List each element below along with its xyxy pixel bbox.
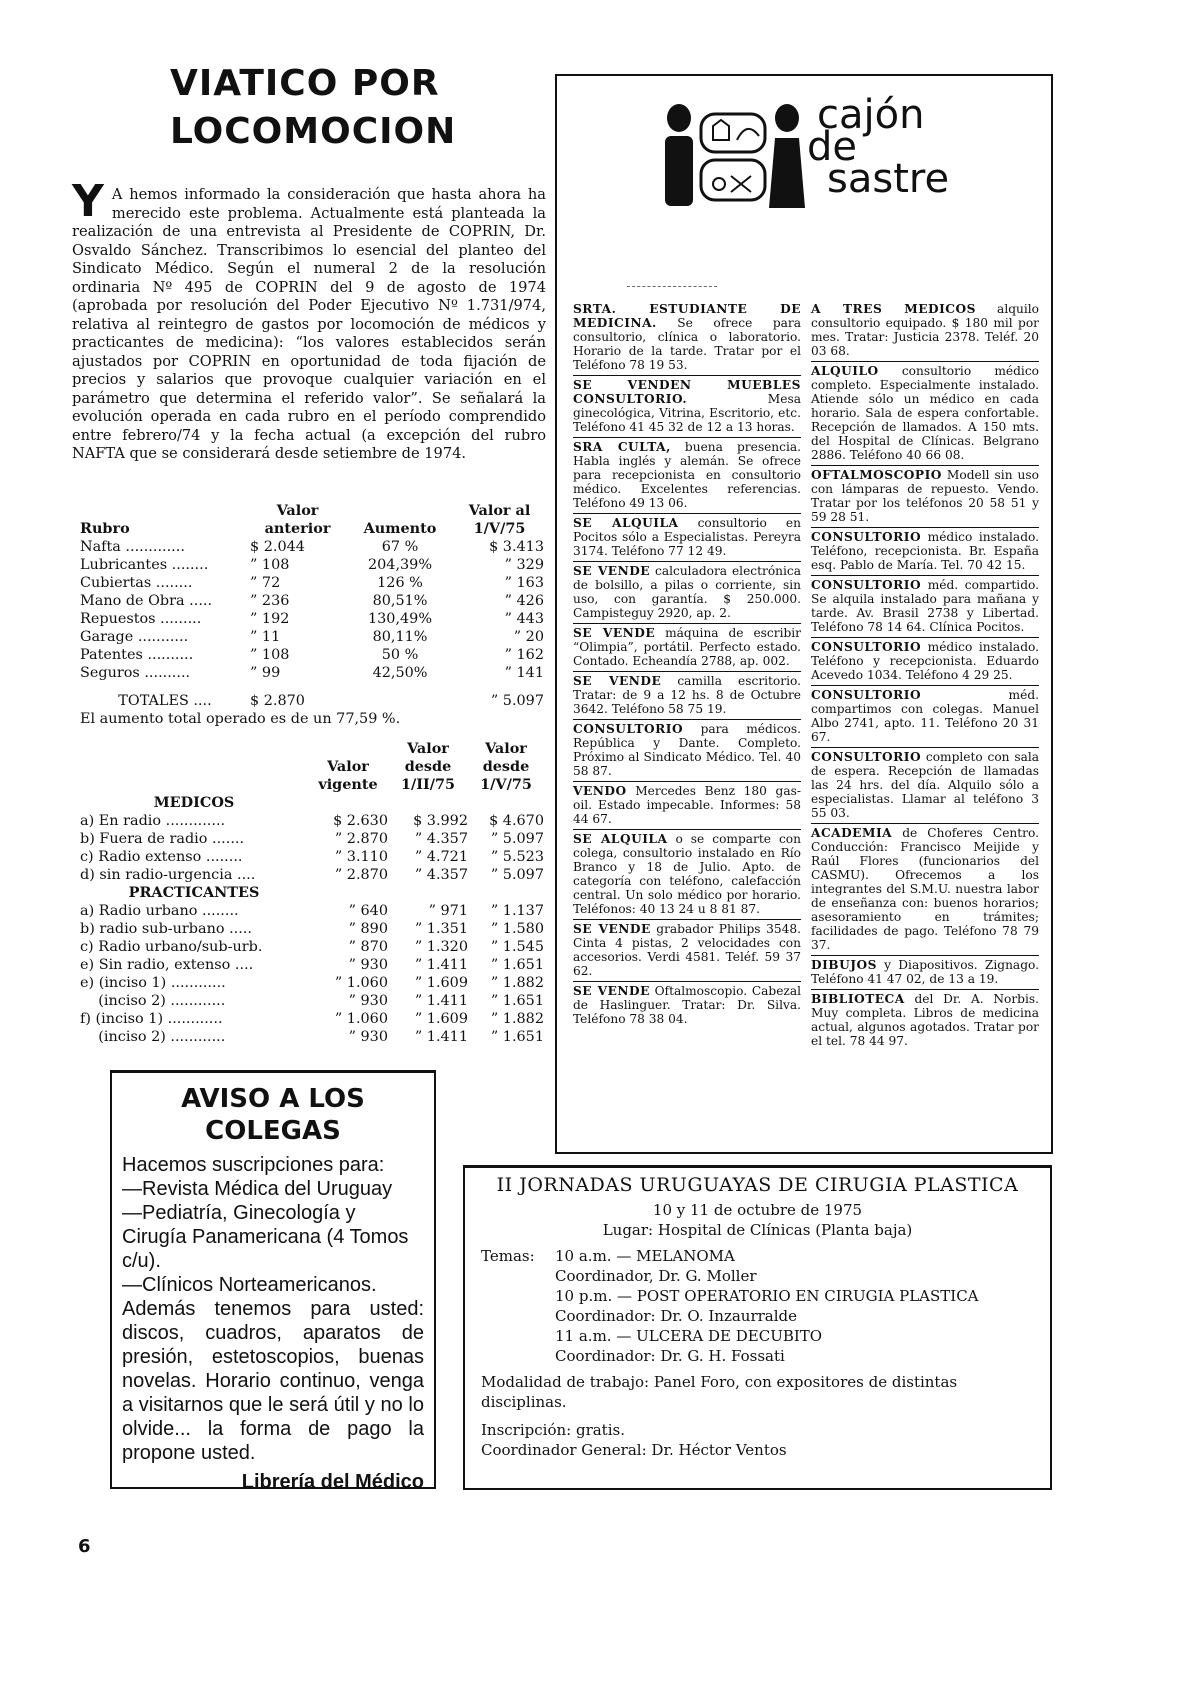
classified-ad [573,375,801,437]
item-cell: a) Radio urbano ........ [80,903,239,919]
table-row [80,920,544,938]
jornadas-temas-list [555,1246,979,1366]
item-cell: d) sin radio-urgencia .... [80,867,256,883]
vigente-cell: ” 930 [348,1029,388,1045]
nuevo-cell: ” 443 [504,611,544,627]
classified-ad [811,300,1039,361]
table-row [80,992,544,1010]
th-desde2-a: Valor [485,740,527,757]
classified-ad [573,781,801,829]
aviso-intro: Hacemos suscripciones para: [122,1154,385,1176]
item-cell: a) En radio ............. [80,813,226,829]
classified-ad [573,623,801,671]
cajon-de-sastre-box [555,74,1053,1154]
classified-ad [811,685,1039,747]
anterior-cell: ” 11 [250,629,281,645]
cajon-logo-illustration-icon [657,96,807,216]
classified-ad-text: Oftalmoscopio. Cabezal de Haslinguer. Tratar: Dr. Silva. Teléfono 78 38 04. [573,984,802,1026]
classified-ad-heading: CONSULTORIO [573,722,684,736]
classified-ad-heading: SE VENDE [573,674,662,688]
classified-ad-heading: SE ALQUILA [573,516,679,530]
table-row [80,1028,544,1046]
th-valoral: Valor al [468,502,531,519]
classified-ad-text: del Dr. A. Norbis. Muy completa. Libros de medicina actual, algunos agotados. Tratar por el tel. 78 44 97. [811,992,1039,1048]
jornadas-lugar: Lugar: Hospital de Clínicas (Planta baja) [602,1221,913,1239]
th-desde1-a: Valor [407,740,449,757]
desde1-cell: ” 1.411 [414,1029,468,1045]
th-fecha: 1/V/75 [473,520,526,537]
rubro-cell: Cubiertas ........ [80,575,193,591]
totales-label: TOTALES .... [118,693,212,709]
classified-ad [573,437,801,513]
desde1-cell: ” 1.411 [414,957,468,973]
vigente-cell: ” 890 [348,921,388,937]
desde2-cell: ” 1.882 [490,975,544,991]
item-cell: (inciso 2) ............ [80,1029,226,1045]
desde1-cell: ” 1.411 [414,993,468,1009]
item-cell: b) Fuera de radio ....... [80,831,245,847]
th-vigente-b: vigente [318,776,378,793]
desde2-cell: ” 5.097 [490,831,544,847]
anterior-cell: $ 2.044 [250,539,305,555]
table-row [80,812,544,830]
article-headline [170,60,470,156]
anterior-cell: ” 108 [250,557,290,573]
cajon-column-right [811,300,1039,1051]
th-aumento: Aumento [363,520,437,537]
classified-ad-heading: SE VENDEN MUEBLES CONSULTORIO. [573,378,801,406]
classified-ad-heading: SE VENDE [573,984,650,998]
table-row [80,628,544,646]
item-cell: c) Radio urbano/sub-urb. [80,939,263,955]
drop-cap: Y [72,176,104,227]
aviso-item: —Clínicos Norteamericanos. [122,1274,377,1296]
desde2-cell: ” 1.545 [490,939,544,955]
table-row [80,592,544,610]
aumento-cell: 130,49% [367,611,433,627]
aumento-cell: 42,50% [372,665,428,681]
classified-ad-heading: SRA CULTA, [573,440,671,454]
aumento-total: El aumento total operado es de un 77,59 %. [80,711,401,727]
classified-ad-heading: DIBUJOS [811,958,877,972]
classified-ad [573,919,801,981]
classified-ad-text: para médicos. República y Dante. Completo. Próximo al Sindicato Médico. Tel. 40 58 87. [573,722,801,778]
classified-ad [573,719,801,781]
classified-ad [573,671,801,719]
aumento-cell: 67 % [381,539,419,555]
vigente-cell: ” 640 [348,903,388,919]
article-text: A hemos informado la consideración que hasta ahora ha merecido este problema. Actualmente está planteada la realización de una entrevista al Presidente de COPRIN, Dr. Osvaldo Sánchez. Transcribimos lo esencial del planteo del Sindicato Médico. Según el numeral 2 de la resolución ordinaria Nº 495 de COPRIN del 9 de agosto de 1974 (aprobada por resolución del Poder Ejecutivo Nº 1.731/974, relativa al reintegro de gastos por locomoción de médicos y practicantes de medicina): “los valores establecidos serán ajustados por COPRIN en oportunidad de toda fijación de precios y salarios que provoque cualquier variación en el parámetro que determina el referido valor”. Se señalará la evolución operada en cada rubro en el período comprendido entre febrero/74 y la fecha actual (a excepción del rubro NAFTA que se considerará desde setiembre de 1974. [72,186,546,462]
classified-ad-heading: CONSULTORIO [811,640,922,654]
jornadas-box [463,1165,1052,1490]
desde2-cell: ” 1.882 [490,1011,544,1027]
desde2-cell: ” 5.097 [490,867,544,883]
classified-ad-heading: SRTA. ESTUDIANTE DE MEDICINA. [573,302,801,330]
jornadas-temas [481,1246,1050,1366]
jornadas-title: II JORNADAS URUGUAYAS DE CIRUGIA PLASTICA [496,1174,1019,1196]
classified-ad-text: méd. compartimos con colegas. Manuel Albo 2741, apto. 11. Teléfono 20 31 67. [811,688,1039,744]
table-row [80,1010,544,1028]
classified-ad-text: Mercedes Benz 180 gas-oil. Estado impecable. Informes: 58 44 67. [573,784,801,826]
table-row [80,902,544,920]
desde1-cell: ” 1.351 [414,921,468,937]
vigente-cell: ” 1.060 [334,1011,388,1027]
desde1-cell: $ 3.992 [413,813,468,829]
classified-ad [573,981,801,1029]
aviso-box [110,1070,436,1493]
aviso-signature: Librería del Médico [241,1471,424,1493]
classified-ad [811,989,1039,1051]
classified-ad [573,829,801,919]
classified-ad-heading: VENDO [573,784,627,798]
jornadas-modalidad: Modalidad de trabajo: Panel Foro, con expositores de distintas disciplinas. [481,1373,958,1411]
classified-ad-text: y Diapositivos. Zignago. Teléfono 41 47 02, de 13 a 19. [811,958,1039,986]
table-row [80,830,544,848]
anterior-cell: ” 99 [250,665,281,681]
tema-line: 11 a.m. — ULCERA DE DECUBITO [555,1327,823,1345]
table-row [80,866,544,884]
item-cell: b) radio sub-urbano ..... [80,921,252,937]
headline-line-2: LOCOMOCION [170,111,457,152]
rubro-table [80,502,544,728]
th-anterior: anterior [264,520,331,537]
anterior-cell: ” 192 [250,611,290,627]
tema-line: 10 p.m. — POST OPERATORIO EN CIRUGIA PLASTICA [555,1287,979,1305]
table-row [80,556,544,574]
desde2-cell: ” 1.651 [490,993,544,1009]
jornadas-fecha: 10 y 11 de octubre de 1975 [652,1201,863,1219]
cajon-logo [657,90,957,220]
aumento-cell: 50 % [381,647,419,663]
th-desde1-b: desde [404,758,452,775]
table-row [80,938,544,956]
classified-ad-heading: CONSULTORIO [811,578,922,592]
classified-ad [573,561,801,623]
aviso-title-line-1: AVISO A LOS [181,1084,365,1114]
headline-line-1: VIATICO POR [170,63,440,104]
classified-ad-text: alquilo consultorio equipado. $ 180 mil por mes. Tratar: Justicia 2378. Teléf. 20 03 68. [811,302,1039,358]
classified-ad [811,527,1039,575]
item-cell: e) Sin radio, extenso .... [80,957,254,973]
item-cell: f) (inciso 1) ............ [80,1011,223,1027]
totales-anterior: $ 2.870 [250,693,305,709]
aviso-title-line-2: COLEGAS [205,1116,341,1146]
classified-ad-text: buena presencia. Habla inglés y alemán. Se ofrece para recepcionista en consultorio médico. Excelentes referencias. Teléfono 49 13 06. [573,440,801,510]
aviso-item: —Pediatría, Ginecología y Cirugía Panamericana (4 Tomos c/u). [122,1202,409,1272]
classified-ad-text: máquina de escribir “Olimpia”, portátil. Perfecto estado. Contado. Echeandía 2788, ap. 002. [573,626,801,668]
rubro-cell: Garage ........... [80,629,189,645]
table-row [80,974,544,992]
table-row [80,956,544,974]
classified-ad-heading: OFTALMOSCOPIO [811,468,942,482]
aviso-title [112,1083,434,1147]
classified-ad-text: de Choferes Centro. Conducción: Francisco Meijide y Raúl Flores (funcionarios del CASMU). Ofrecemos a los integrantes del S.M.U. nuestra labor de enseñanza con: buenos horarios; asesoramiento en trámites; facilidades de pago. Teléfono 78 79 37. [811,826,1039,952]
desde2-cell: $ 4.670 [489,813,544,829]
vigente-cell: ” 930 [348,993,388,1009]
vigente-cell: ” 870 [348,939,388,955]
th-desde2-b: desde [482,758,530,775]
th-rubro: Rubro [80,520,130,537]
rubro-cell: Repuestos ......... [80,611,202,627]
desde2-cell: ” 1.651 [490,957,544,973]
classified-ad-heading: BIBLIOTECA [811,992,905,1006]
nuevo-cell: $ 3.413 [489,539,544,555]
classified-ad-text: consultorio en Pocitos sólo a Especialistas. Pereyra 3174. Teléfono 77 12 49. [573,516,801,558]
aviso-items [122,1177,424,1297]
item-cell: e) (inciso 1) ............ [80,975,226,991]
rubro-cell: Lubricantes ........ [80,557,209,573]
classified-ad-text: o se comparte con colega, consultorio instalado en Río Branco y 18 de Julio. Apto. de categoría con teléfono, calefacción central. Un solo médico por horario. Teléfonos: 40 13 24 u 8 81 87. [573,832,801,916]
page-number: 6 [78,1536,91,1557]
vigente-cell: ” 3.110 [334,849,388,865]
nuevo-cell: ” 329 [504,557,544,573]
vigente-cell: ” 930 [348,957,388,973]
section-practicantes: PRACTICANTES [128,884,260,901]
desde1-cell: ” 1.609 [414,975,468,991]
item-cell: (inciso 2) ............ [80,993,226,1009]
desde1-cell: ” 4.357 [414,831,468,847]
classified-ad-text: camilla escritorio. Tratar: de 9 a 12 hs. 8 de Octubre 3642. Teléfono 58 75 19. [573,674,801,716]
classified-ad-heading: CONSULTORIO [811,750,922,764]
th-desde2-c: 1/V/75 [480,776,532,793]
nuevo-cell: ” 426 [504,593,544,609]
classified-ad-heading: CONSULTORIO [811,530,922,544]
cajon-column-left [573,300,801,1029]
classified-ad-heading: SE VENDE [573,564,651,578]
table-row [80,664,544,682]
section-medicos: MEDICOS [153,794,235,811]
aviso-text: Además tenemos para usted: discos, cuadros, aparatos de presión, estetoscopios, buenas novelas. Horario continuo, venga a visitarnos que le será útil y no lo olvide... la forma de pago la propone usted. [122,1298,424,1464]
desde1-cell: ” 4.357 [414,867,468,883]
aumento-cell: 80,51% [372,593,428,609]
classified-ad-text: Mesa ginecológica, Vitrina, Escritorio, etc. Teléfono 41 45 32 de 12 a 13 horas. [573,392,801,434]
tema-line: Coordinador: Dr. O. Inzaurralde [555,1307,798,1325]
rubro-cell: Mano de Obra ..... [80,593,213,609]
desde2-cell: ” 1.580 [490,921,544,937]
classified-ad-heading: ALQUILO [811,364,879,378]
table-row [80,610,544,628]
totales-nuevo: ” 5.097 [490,693,544,709]
aviso-item: —Revista Médica del Uruguay [122,1178,393,1200]
classified-ad [811,747,1039,823]
classified-ad-text: médico instalado. Teléfono y recepcionista. Eduardo Acevedo 1034. Teléfono 4 29 25. [811,640,1039,682]
rubro-cell: Nafta ............. [80,539,185,555]
vigente-cell: ” 2.870 [334,867,388,883]
classified-ad-text: completo con sala de espera. Recepción de llamadas las 24 hrs. del día. Alquilo sólo a especialistas. Llamar al teléfono 3 55 03. [811,750,1039,820]
tema-line: Coordinador: Dr. G. H. Fossati [555,1347,785,1365]
desde1-cell: ” 971 [428,903,468,919]
tema-line: 10 a.m. — MELANOMA [555,1247,735,1265]
vigente-cell: $ 2.630 [333,813,388,829]
nuevo-cell: ” 20 [513,629,544,645]
aumento-cell: 204,39% [367,557,433,573]
nuevo-cell: ” 141 [504,665,544,681]
vigente-cell: ” 2.870 [334,831,388,847]
classified-ad [573,513,801,561]
th-desde1-c: 1/II/75 [400,776,455,793]
classified-ad-heading: SE VENDE [573,922,651,936]
nuevo-cell: ” 163 [504,575,544,591]
tema-line: Coordinador, Dr. G. Moller [555,1267,757,1285]
desde2-cell: ” 5.523 [490,849,544,865]
jornadas-inscripcion: Inscripción: gratis. [481,1421,625,1439]
cajon-logo-word-1: cajón [817,92,925,138]
classified-ad-text: méd. compartido. Se alquila instalado para mañana y tarde. Av. Brasil 2738 y Libertad. Teléfono 78 14 64. Clínica Pocitos. [811,578,1039,634]
desde1-cell: ” 1.320 [414,939,468,955]
classified-ad-text: calculadora electrónica de bolsillo, a pilas o corriente, sin uso, con garantía. $ 250.000. Campisteguy 2920, ap. 2. [573,564,802,620]
classified-ad [811,361,1039,465]
rubro-cell: Patentes .......... [80,647,194,663]
th-valor: Valor [276,502,319,519]
desde2-cell: ” 1.651 [490,1029,544,1045]
aumento-cell: 126 % [377,575,423,591]
item-cell: c) Radio extenso ........ [80,849,243,865]
desde1-cell: ” 1.609 [414,1011,468,1027]
desde2-cell: ” 1.137 [490,903,544,919]
cajon-logo-word-2: de [807,124,857,170]
classified-ad-heading: ACADEMIA [811,826,893,840]
classified-ad-heading: SE VENDE [573,626,656,640]
anterior-cell: ” 236 [250,593,290,609]
table-row [80,574,544,592]
aumento-cell: 80,11% [372,629,428,645]
classified-ad-text: médico instalado. Teléfono, recepcionista. Br. España esq. Pablo de María. Tel. 70 42 15. [811,530,1039,572]
cajon-divider [627,286,717,287]
classified-ad-heading: SE ALQUILA [573,832,668,846]
classified-ad-heading: A TRES MEDICOS [811,302,976,316]
classified-ad [811,637,1039,685]
classified-ad [573,300,801,375]
classified-ad [811,465,1039,527]
classified-ad [811,823,1039,955]
anterior-cell: ” 72 [250,575,281,591]
aviso-body [112,1147,434,1465]
cajon-logo-word-3: sastre [827,156,950,202]
viatico-table [80,740,544,1046]
classified-ad [811,575,1039,637]
jornadas-temas-label: Temas: [481,1247,535,1265]
vigente-cell: ” 1.060 [334,975,388,991]
jornadas-coordinador: Coordinador General: Dr. Héctor Ventos [481,1441,787,1459]
th-vigente-a: Valor [327,758,369,775]
anterior-cell: ” 108 [250,647,290,663]
table-row [80,646,544,664]
table-row [80,848,544,866]
classified-ad-text: grabador Philips 3548. Cinta 4 pistas, 2 velocidades con accesorios. Verdi 4581. Teléf. 59 37 62. [573,922,801,978]
table-row [80,538,544,556]
rubro-cell: Seguros .......... [80,665,191,681]
classified-ad-heading: CONSULTORIO [811,688,922,702]
nuevo-cell: ” 162 [504,647,544,663]
classified-ad-text: Modell sin uso con lámparas de repuesto. Vendo. Tratar por los teléfonos 20 58 51 y 59 28 51. [811,468,1039,524]
article-body [72,176,546,464]
classified-ad-text: Se ofrece para consultorio, clínica o laboratorio. Horario de la tarde. Tratar por el Teléfono 78 19 53. [573,316,801,372]
desde1-cell: ” 4.721 [414,849,468,865]
classified-ad-text: consultorio médico completo. Especialmente instalado. Atiende sólo un médico en cada horario. Sala de espera confortable. Recepción de llamados. A 150 mts. del Hospital de Clínicas. Belgrano 2886. Teléfono 40 66 08. [811,364,1039,462]
classified-ad [811,955,1039,989]
